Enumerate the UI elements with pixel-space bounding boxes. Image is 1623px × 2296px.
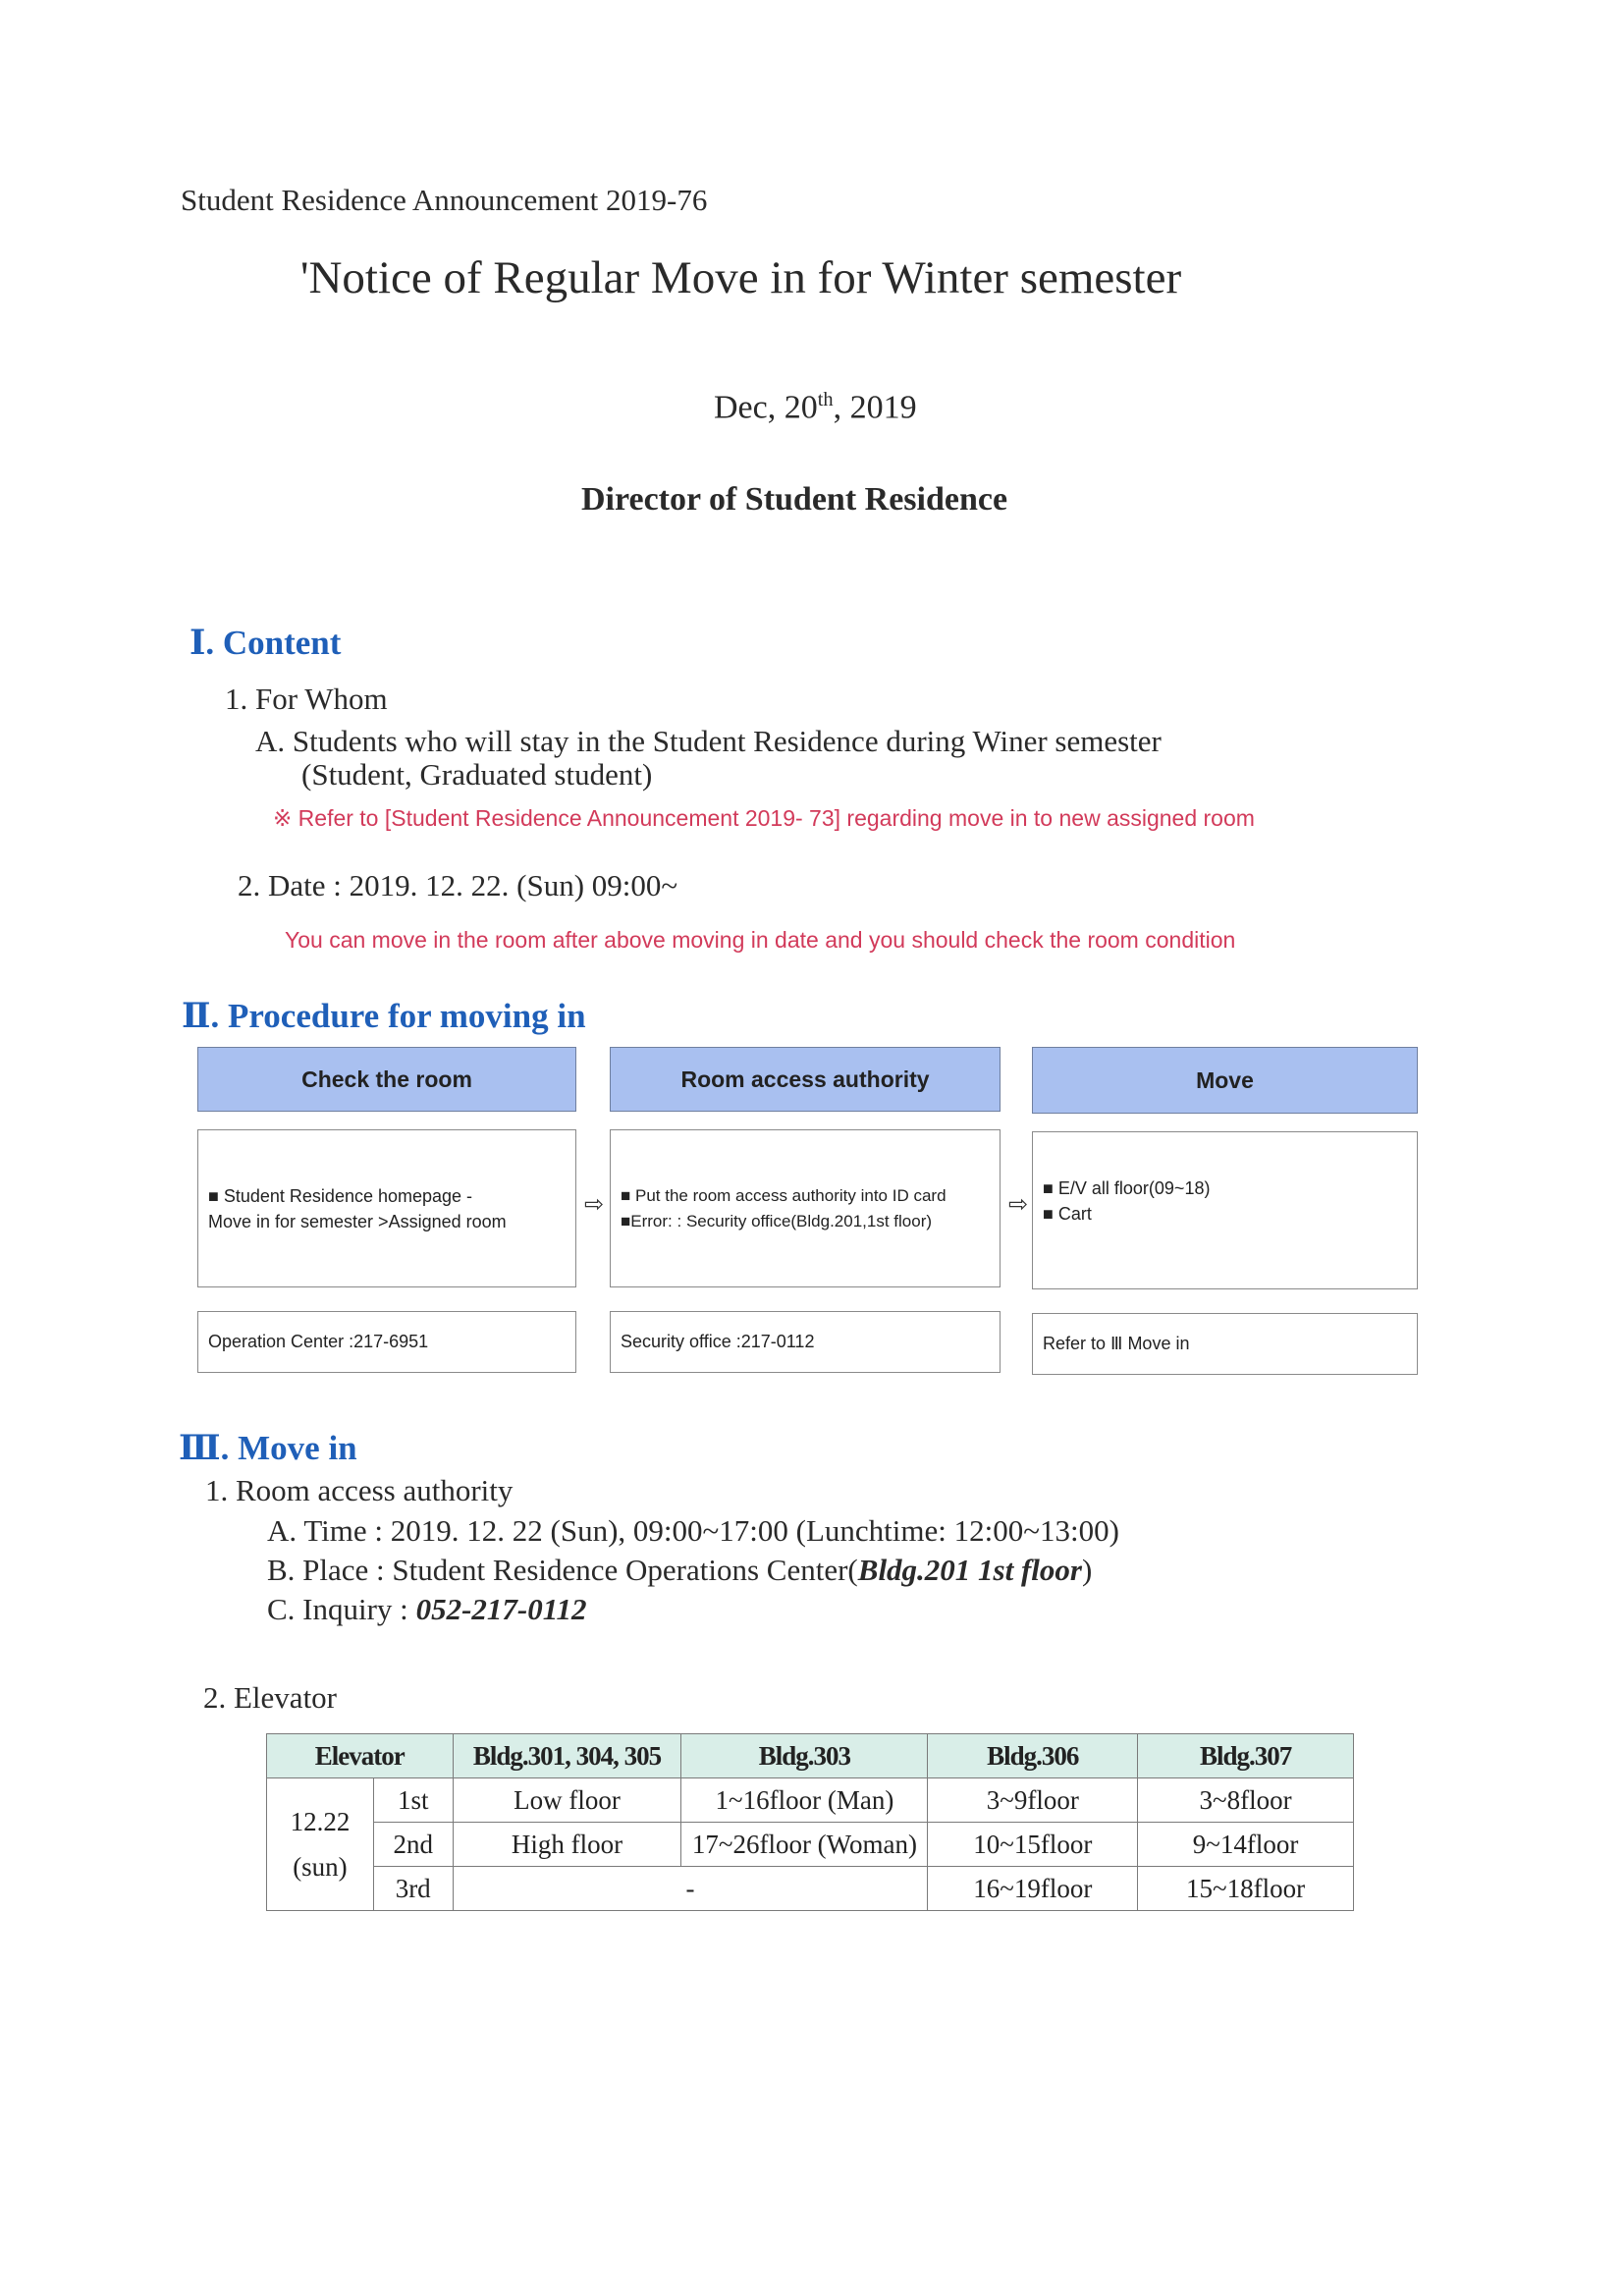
step-access-authority-body [610,1129,1001,1287]
move-date-note: You can move in the room after above moving in date and you should check the room condition [285,927,1236,953]
for-whom-a: A. Students who will stay in the Student Residence during Winer semester [255,724,1162,758]
elevator-table [266,1733,1354,1911]
step-move-header: Move [1032,1047,1418,1114]
cell-bldg-301: High floor [453,1823,681,1867]
cell-bldg-307: 3~8floor [1138,1778,1354,1823]
issuer: Director of Student Residence [581,481,1008,518]
step-check-room-body [197,1129,576,1287]
place-detail: Bldg.201 1st floor [857,1553,1082,1587]
table-row [267,1778,1354,1823]
header-bldg-301: Bldg.301, 304, 305 [453,1734,681,1778]
order-cell: 1st [373,1778,453,1823]
header-elevator: Elevator [267,1734,454,1778]
place-prefix: B. Place : Student Residence Operations Center( [267,1553,858,1587]
table-header-row [267,1734,1354,1778]
cell-bldg-306: 16~19floor [928,1867,1138,1911]
page-title: 'Notice of Regular Move in for Winter semester [300,252,1182,303]
section-content-heading: Ⅰ. Content [189,624,342,662]
for-whom-label: 1. For Whom [225,682,388,716]
inquiry-label: C. Inquiry : [267,1592,416,1626]
access-inquiry [267,1592,587,1627]
access-place [267,1553,1092,1588]
move-date: 2. Date : 2019. 12. 22. (Sun) 09:00~ [238,868,678,902]
arrow-right-icon: ⇨ [584,1190,605,1218]
header-bldg-303: Bldg.303 [681,1734,928,1778]
table-row [267,1867,1354,1911]
section-move-in-heading: Ⅲ. Move in [179,1429,357,1467]
date-cell-date: 12.22 [290,1807,351,1836]
table-row [267,1823,1354,1867]
header-bldg-306: Bldg.306 [928,1734,1138,1778]
step-access-authority-contact: Security office :217-0112 [610,1311,1001,1373]
step-move-line-2: ■ Cart [1043,1204,1092,1224]
order-cell: 2nd [373,1823,453,1867]
cell-bldg-301-303-merged: - [453,1867,928,1911]
step-check-room-line-2: Move in for semester >Assigned room [208,1211,507,1231]
cell-bldg-307: 9~14floor [1138,1823,1354,1867]
cell-bldg-303: 17~26floor (Woman) [681,1823,928,1867]
date-cell [267,1778,374,1911]
step-move-body [1032,1131,1418,1289]
elevator-label: 2. Elevator [203,1680,338,1715]
step-access-authority-header: Room access authority [610,1047,1001,1112]
for-whom-a-cont: (Student, Graduated student) [301,757,653,792]
step-check-room-line-1: ■ Student Residence homepage - [208,1185,473,1206]
arrow-right-icon: ⇨ [1008,1190,1029,1218]
cell-bldg-307: 15~18floor [1138,1867,1354,1911]
section-procedure-heading: Ⅱ. Procedure for moving in [182,997,586,1035]
cell-bldg-303: 1~16floor (Man) [681,1778,928,1823]
step-check-room-header: Check the room [197,1047,576,1112]
date-prefix: Dec, 20 [714,389,818,426]
date-suffix: , 2019 [833,389,917,426]
cell-bldg-306: 10~15floor [928,1823,1138,1867]
cell-bldg-306: 3~9floor [928,1778,1138,1823]
room-access-label: 1. Room access authority [205,1473,514,1507]
cell-bldg-301: Low floor [453,1778,681,1823]
announcement-date [714,389,917,426]
refer-note: ※ Refer to [Student Residence Announcement 2019- 73] regarding move in to new assigned room [273,805,1255,831]
inquiry-phone: 052-217-0112 [415,1592,587,1626]
date-cell-day: (sun) [293,1852,348,1882]
announcement-number: Student Residence Announcement 2019-76 [181,183,708,217]
step-access-authority-line-1: ■ Put the room access authority into ID card [621,1185,947,1205]
step-move-line-1: ■ E/V all floor(09~18) [1043,1178,1211,1198]
step-access-authority-line-2: ■Error: : Security office(Bldg.201,1st floor) [621,1211,933,1230]
step-move-reference: Refer to Ⅲ Move in [1032,1313,1418,1375]
step-check-room-contact: Operation Center :217-6951 [197,1311,576,1373]
order-cell: 3rd [373,1867,453,1911]
date-sup: th [817,389,834,410]
access-time: A. Time : 2019. 12. 22 (Sun), 09:00~17:00 (Lunchtime: 12:00~13:00) [267,1513,1119,1548]
header-bldg-307: Bldg.307 [1138,1734,1354,1778]
place-suffix: ) [1081,1553,1093,1587]
